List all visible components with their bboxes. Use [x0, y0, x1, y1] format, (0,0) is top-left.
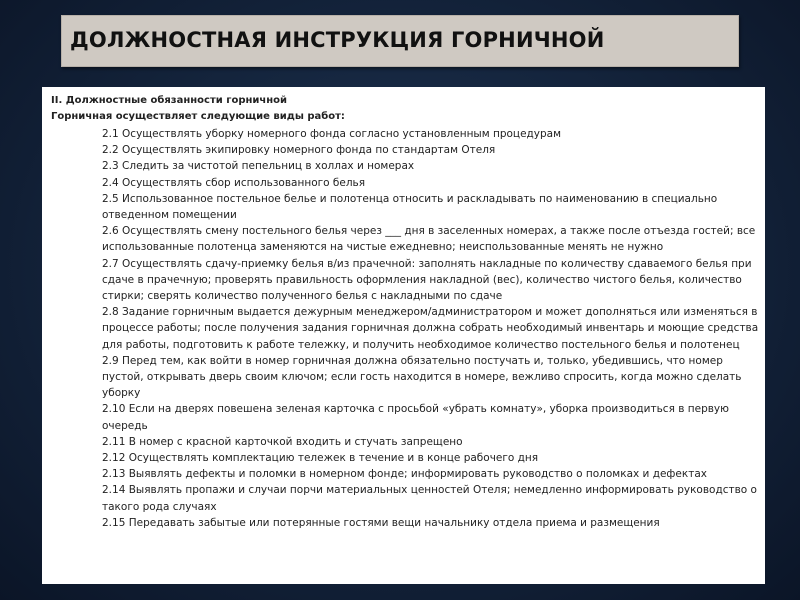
duty-item-2-2: 2.2 Осуществлять экипировку номерного фонда по стандартам Отеля [102, 144, 496, 157]
duty-item-2-14: 2.14 Выявлять пропажи и случаи порчи материальных ценностей Отеля; немедленно информировать руководство о такого рода случаях [102, 484, 757, 513]
duty-item-2-11: 2.11 В номер с красной карточкой входить и стучать запрещено [102, 435, 463, 448]
duty-item-2-7: 2.7 Осуществлять сдачу-приемку белья в/из прачечной: заполнять накладные по количеству сдаваемого белья при сдаче в прачечную; проверять правильность оформления накладной (вес), количество чистого белья, количество стирки; сверять количество полученного белья с накладными по сдаче [102, 257, 752, 303]
duties-list [102, 126, 760, 531]
duty-item-2-8: 2.8 Задание горничным выдается дежурным менеджером/администратором и может дополняться или изменяться в процессе работы; после получения задания горничная должна собрать необходимый инвентарь и моющие средства для работы, подготовить к работе тележку, и получить необходимое количество постельного белья и полотенец [102, 306, 759, 351]
duty-item-2-10: 2.10 Если на дверях повешена зеленая карточка с просьбой «убрать комнату», уборка производиться в первую очередь [102, 403, 729, 432]
duty-item-2-3: 2.3 Следить за чистотой пепельниц в холлах и номерах [102, 160, 415, 173]
duty-item-2-13: 2.13 Выявлять дефекты и поломки в номерном фонде; информировать руководство о поломках и дефектах [102, 468, 707, 481]
duty-item-2-6: 2.6 Осуществлять смену постельного белья через ___ дня в заселенных номерах, а также после отъезда гостей; все использованные полотенца заменяются на чистые ежедневно; неиспользованные менять не нужно [102, 225, 756, 254]
page-title: ДОЛЖНОСТНАЯ ИНСТРУКЦИЯ ГОРНИЧНОЙ [70, 28, 605, 52]
duty-item-2-4: 2.4 Осуществлять сбор использованного белья [102, 176, 366, 189]
content-panel [42, 87, 765, 584]
section-heading: II. Должностные обязанности горничной [51, 95, 288, 106]
title-banner [61, 15, 739, 67]
intro-text: Горничная осуществляет следующие виды работ: [51, 111, 345, 122]
duty-item-2-12: 2.12 Осуществлять комплектацию тележек в течение и в конце рабочего дня [102, 452, 539, 465]
duty-item-2-5: 2.5 Использованное постельное белье и полотенца относить и раскладывать по наименованию в специально отведенном помещении [102, 192, 718, 222]
duty-item-2-9: 2.9 Перед тем, как войти в номер горничная должна обязательно постучать и, только, убедившись, что номер пустой, открывать дверь своим ключом; если гость находится в номере, вежливо спросить, когда можно сделать уборку [102, 354, 742, 400]
duty-item-2-1: 2.1 Осуществлять уборку номерного фонда согласно установленным процедурам [102, 128, 562, 140]
duty-item-2-15: 2.15 Передавать забытые или потерянные гостями вещи начальнику отдела приема и размещения [102, 516, 660, 529]
